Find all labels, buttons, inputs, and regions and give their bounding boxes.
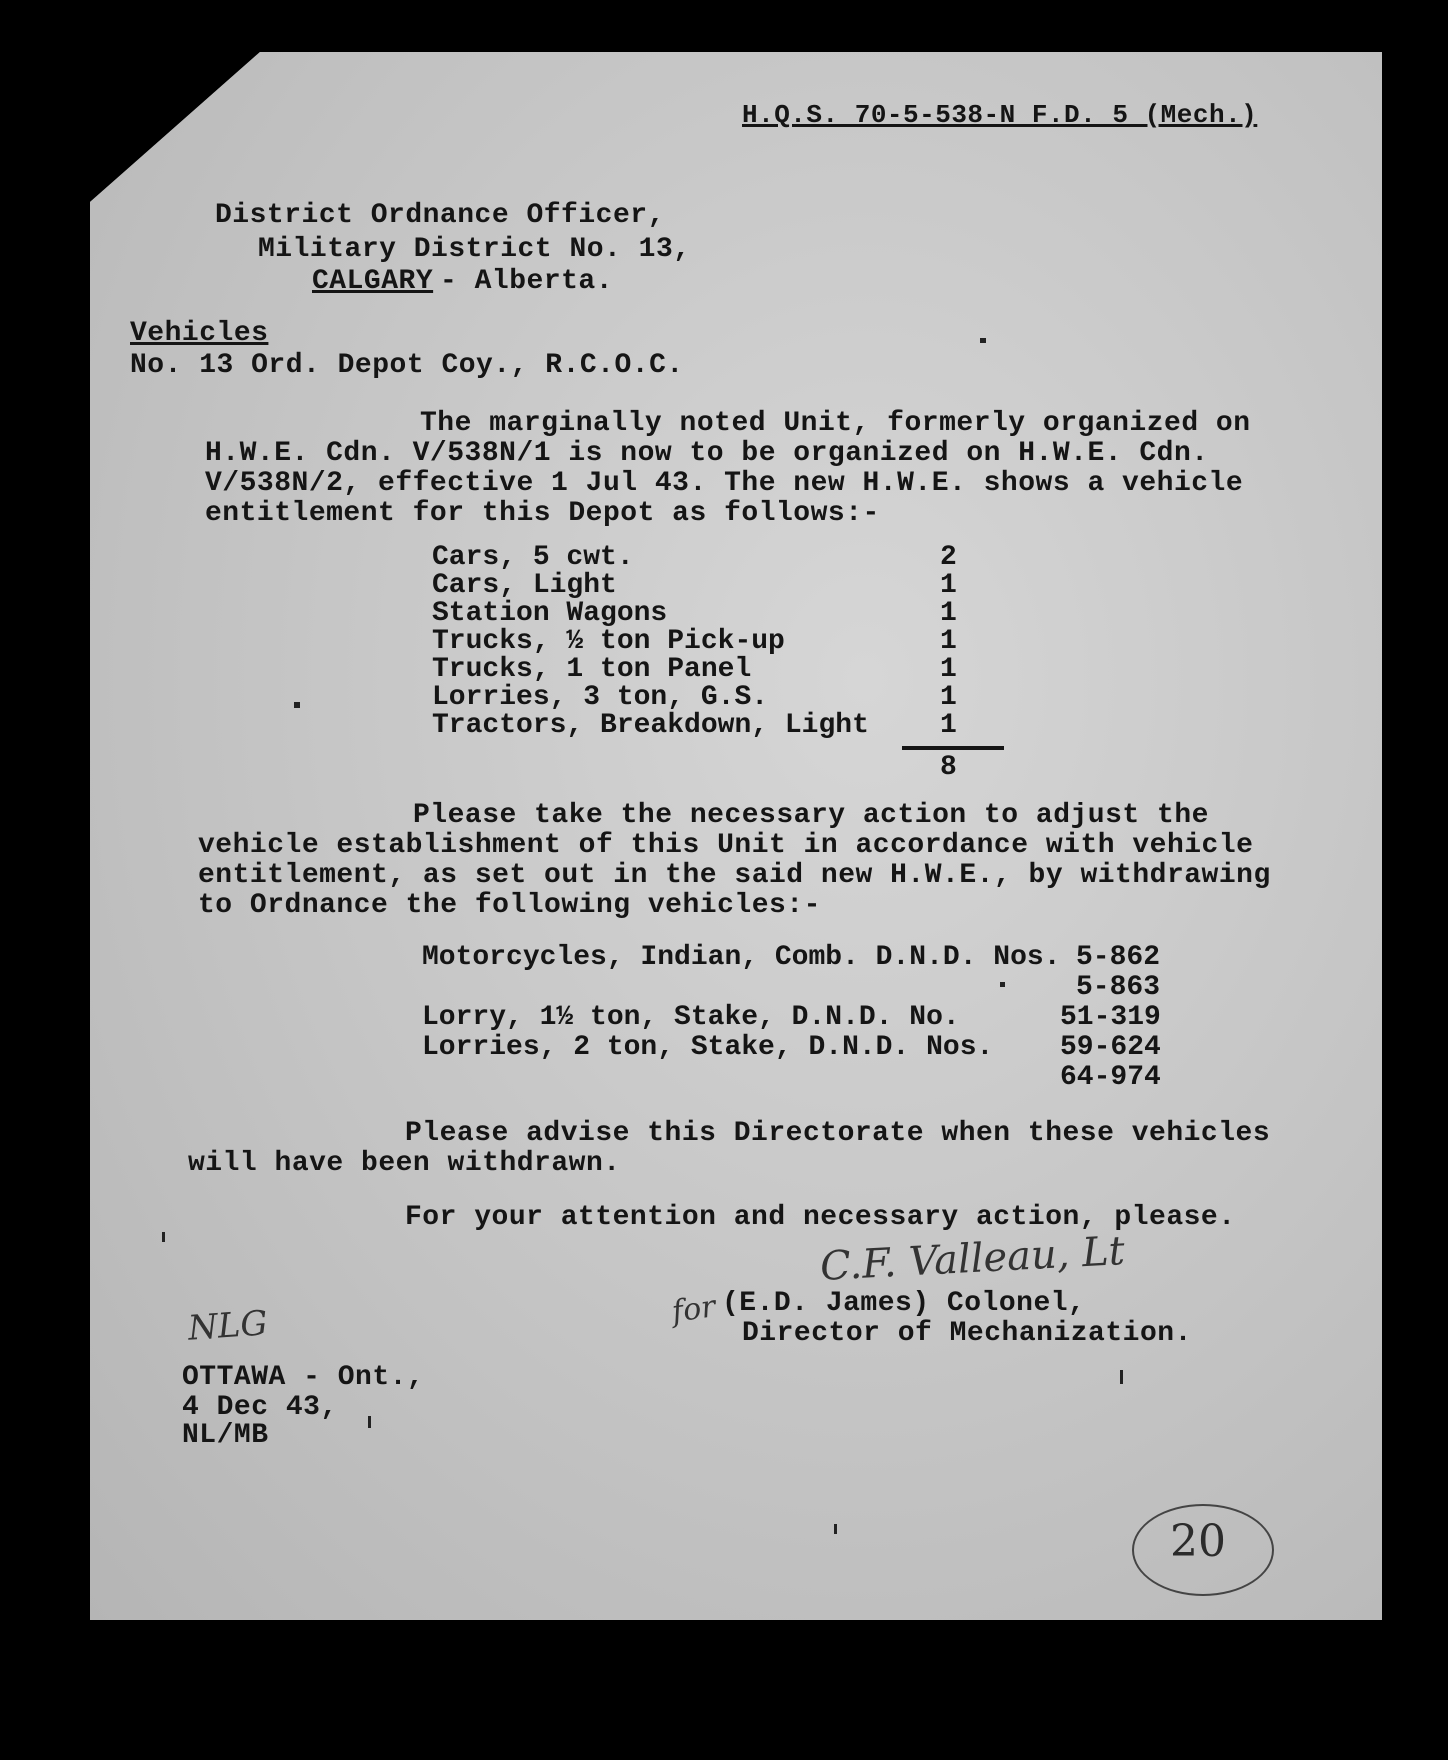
speck bbox=[980, 338, 986, 343]
handwritten-initials: NLG bbox=[186, 1303, 269, 1349]
entitlement-qty: 2 bbox=[940, 542, 957, 573]
entitlement-qty: 1 bbox=[940, 654, 957, 685]
entitlement-item: Station Wagons bbox=[432, 598, 668, 629]
para3-line-2: will have been withdrawn. bbox=[188, 1148, 621, 1179]
entitlement-total: 8 bbox=[940, 752, 957, 783]
handwritten-for: for bbox=[669, 1289, 718, 1330]
entitlement-item: Tractors, Breakdown, Light bbox=[432, 710, 869, 741]
subject-title: Vehicles bbox=[130, 318, 269, 349]
signatory-name: (E.D. James) Colonel, bbox=[722, 1288, 1086, 1319]
speck bbox=[294, 702, 300, 708]
para1-line-3: V/538N/2, effective 1 Jul 43. The new H.W.E. shows a vehicle bbox=[205, 468, 1244, 499]
addressee-province: - Alberta. bbox=[440, 266, 614, 297]
para2-line-4: to Ordnance the following vehicles:- bbox=[198, 890, 821, 921]
total-rule bbox=[902, 746, 1004, 750]
withdrawal-item: Lorries, 2 ton, Stake, D.N.D. Nos. bbox=[422, 1032, 994, 1063]
entitlement-qty: 1 bbox=[940, 682, 957, 713]
para3-line-1: Please advise this Directorate when these vehicles bbox=[405, 1118, 1271, 1149]
footer-location: OTTAWA - Ont., bbox=[182, 1362, 425, 1393]
entitlement-item: Cars, 5 cwt. bbox=[432, 542, 634, 573]
speck bbox=[1000, 982, 1005, 987]
para1-line-1: The marginally noted Unit, formerly organized on bbox=[420, 408, 1251, 439]
entitlement-qty: 1 bbox=[940, 626, 957, 657]
para4: For your attention and necessary action, please. bbox=[405, 1202, 1236, 1233]
page-number: 20 bbox=[1170, 1516, 1226, 1567]
entitlement-item: Trucks, ½ ton Pick-up bbox=[432, 626, 785, 657]
entitlement-item: Cars, Light bbox=[432, 570, 617, 601]
entitlement-item: Trucks, 1 ton Panel bbox=[432, 654, 752, 685]
addressee-line-1: District Ordnance Officer, bbox=[215, 200, 665, 231]
subject-unit: No. 13 Ord. Depot Coy., R.C.O.C. bbox=[130, 350, 684, 381]
footer-reference: NL/MB bbox=[182, 1420, 269, 1451]
withdrawal-item: Motorcycles, Indian, Comb. D.N.D. Nos. bbox=[422, 942, 1061, 973]
withdrawal-item: Lorry, 1½ ton, Stake, D.N.D. No. bbox=[422, 1002, 960, 1033]
addressee-city: CALGARY bbox=[312, 266, 434, 297]
file-reference: H.Q.S. 70-5-538-N F.D. 5 (Mech.) bbox=[742, 100, 1258, 130]
addressee-line-2: Military District No. 13, bbox=[258, 234, 691, 265]
withdrawal-number: 51-319 bbox=[1060, 1002, 1161, 1033]
speck bbox=[1120, 1370, 1123, 1384]
withdrawal-number: 59-624 bbox=[1060, 1032, 1161, 1063]
entitlement-qty: 1 bbox=[940, 570, 957, 601]
entitlement-item: Lorries, 3 ton, G.S. bbox=[432, 682, 769, 713]
withdrawal-number: 64-974 bbox=[1060, 1062, 1161, 1093]
footer-date: 4 Dec 43, bbox=[182, 1392, 338, 1423]
withdrawal-number: 5-862 bbox=[1076, 942, 1161, 973]
speck bbox=[834, 1524, 837, 1534]
signatory-title: Director of Mechanization. bbox=[742, 1318, 1192, 1349]
para1-line-2: H.W.E. Cdn. V/538N/1 is now to be organized on H.W.E. Cdn. bbox=[205, 438, 1209, 469]
entitlement-qty: 1 bbox=[940, 710, 957, 741]
para2-line-2: vehicle establishment of this Unit in accordance with vehicle bbox=[198, 830, 1254, 861]
handwritten-signature: C.F. Valleau, Lt bbox=[819, 1228, 1126, 1290]
speck bbox=[368, 1416, 371, 1428]
speck bbox=[162, 1232, 165, 1242]
para2-line-1: Please take the necessary action to adjust the bbox=[413, 800, 1209, 831]
entitlement-qty: 1 bbox=[940, 598, 957, 629]
withdrawal-number: 5-863 bbox=[1076, 972, 1161, 1003]
para1-line-4: entitlement for this Depot as follows:- bbox=[205, 498, 880, 529]
para2-line-3: entitlement, as set out in the said new H.W.E., by withdrawing bbox=[198, 860, 1271, 891]
